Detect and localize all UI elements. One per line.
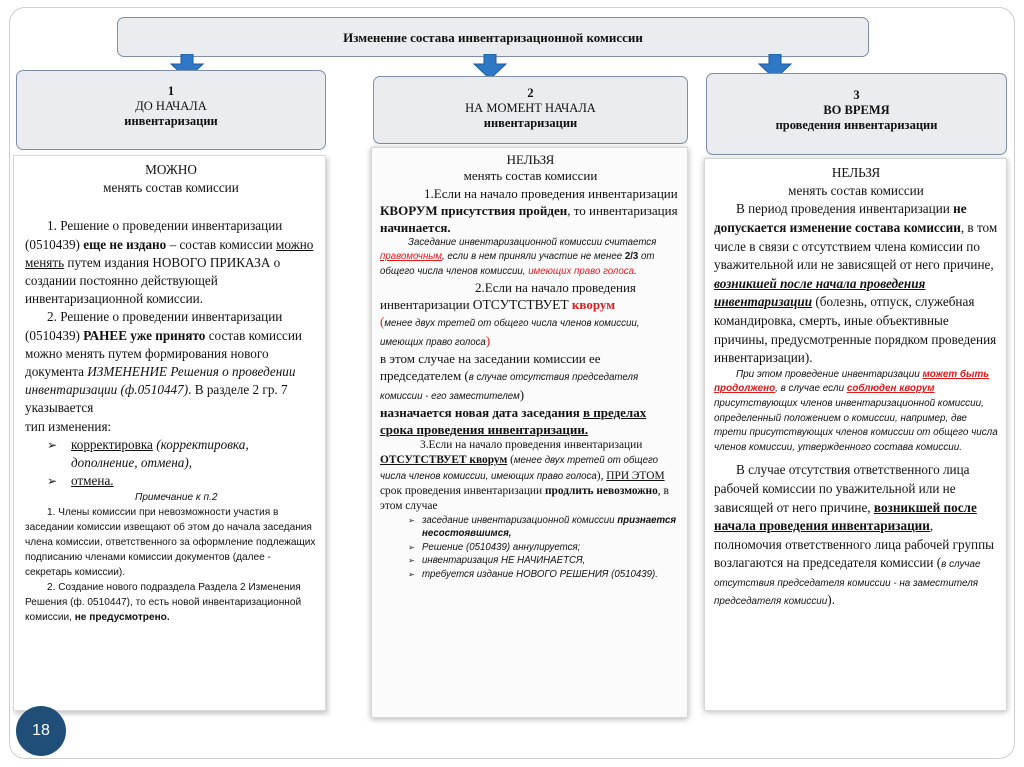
stage-subtitle: инвентаризации (483, 116, 578, 130)
stage-header-start (373, 76, 688, 144)
rule-paragraph: в этом случае на заседании комиссии ее председателем (в случае отсутствия председателя комиссии - его заместителем) (380, 351, 639, 402)
column-start (371, 147, 688, 718)
list-item: ➢ инвентаризация НЕ НАЧИНАЕТСЯ, (408, 554, 681, 568)
consequence-list (408, 514, 681, 582)
column-before (13, 155, 326, 711)
list-item: ➢ заседание инвентаризационной комиссии признается несостоявшимся, (408, 514, 681, 541)
column-heading: НЕЛЬЗЯ (831, 165, 881, 180)
note-paragraph: При этом проведение инвентаризации может быть продолжено, в случае если соблюден кворум присутствующих членов инвентаризационной комиссии, определенный положением о комиссии, например, две трети присутствующих членов комиссии от общего числа членов комиссии, утвержденного состава комиссии. (714, 368, 998, 453)
list-item: ➢ требуется издание НОВОГО РЕШЕНИЯ (0510439). (408, 568, 681, 582)
rule-paragraph: назначается новая дата заседания в пределах срока проведения инвентаризации. (380, 405, 647, 438)
stage-name: ВО ВРЕМЯ (823, 103, 890, 117)
note-title: Примечание к п.2 (135, 492, 218, 504)
column-subheading: менять состав комиссии (463, 168, 598, 184)
rule-paragraph: В период проведения инвентаризации не допускается изменение состава комиссии, в том числе в связи с отсутствием члена комиссии по уважительной или не зависящей от него причине, возникшей после начала проведения инвентаризации (болезнь, отпуск, служебная командировка, смерть, иные объективные причины, предусмотренные порядком проведения инвентаризации). (714, 201, 998, 366)
column-subheading: менять состав комиссии (103, 180, 239, 196)
change-type-list (47, 436, 317, 491)
rule-paragraph: 2. Решение о проведении инвентаризации (0510439) РАНЕЕ уже принято состав комиссии можно менять путем формирования нового документа ИЗМЕНЕНИЕ Решения о проведении инвентаризации (ф.0510447). В разделе 2 гр. 7 указывается тип изменения: (25, 309, 302, 434)
stage-name: ДО НАЧАЛА (135, 99, 207, 113)
note-paragraph: 1. Члены комиссии при невозможности участия в заседании комиссии извещают об этом до начала заседания члена комиссии, ответственного за оформление подлежащих подписанию членами комиссии документов (далее - секретарь комиссии). (25, 507, 316, 579)
column-subheading: менять состав комиссии (788, 183, 924, 199)
rule-paragraph: 1. Решение о проведении инвентаризации (0510439) еще не издано – состав комиссии можно менять путем издания НОВОГО ПРИКАЗА о создании постоянно действующей инвентаризационной комиссии. (25, 218, 314, 307)
column-during (704, 158, 1007, 711)
stage-name: НА МОМЕНТ НАЧАЛА (465, 101, 596, 115)
column-heading: МОЖНО (145, 162, 197, 177)
rule-paragraph: 3.Если на начало проведения инвентаризации ОТСУТСТВУЕТ кворум (менее двух третей от общего числа членов комиссии, имеющих право голоса), ПРИ ЭТОМ срок проведения инвентаризации продлить невозможно, в этом случае (380, 439, 669, 512)
list-item: ➢ корректировка (корректировка, дополнение, отмена), (47, 436, 317, 472)
stage-number: 3 (853, 88, 860, 102)
rule-paragraph: 1.Если на начало проведения инвентаризации КВОРУМ присутствия пройден, то инвентаризация начинается. (380, 185, 678, 235)
stage-header-during (706, 73, 1007, 155)
note-paragraph: 2. Создание нового подраздела Раздела 2 Изменения Решения (ф. 0510447), то есть новой инвентаризационной комиссии, не предусмотрено. (25, 582, 302, 624)
stage-subtitle: проведения инвентаризации (775, 118, 938, 132)
rule-paragraph: 2.Если на начало проведения инвентаризации ОТСУТСТВУЕТ кворум (менее двух третей от общего числа членов комиссии, имеющих право голоса) (380, 280, 640, 348)
page-title: Изменение состава инвентаризационной комиссии (117, 17, 869, 57)
stage-header-before (16, 70, 326, 150)
list-item: ➢ Решение (0510439) аннулируется; (408, 541, 681, 555)
list-item: ➢ отмена. (47, 472, 317, 490)
rule-paragraph: В случае отсутствия ответственного лица рабочей комиссии по уважительной или не зависящей от него причине, возникшей после начала проведения инвентаризации, полномочия ответственного лица рабочей группы возлагаются на председателя комиссии (в случае отсутствия председателя комиссии - на заместителя председателя комиссии). (714, 462, 995, 608)
stage-number: 2 (527, 86, 534, 100)
stage-number: 1 (167, 84, 175, 98)
page-number-badge: 18 (16, 706, 66, 756)
stage-subtitle: инвентаризации (124, 114, 218, 128)
note-paragraph: Заседание инвентаризационной комиссии считается правомочным, если в нем приняли участие не менее 2/3 от общего числа членов комиссии, имеющих право голоса. (380, 236, 657, 277)
column-heading: НЕЛЬЗЯ (506, 152, 555, 167)
